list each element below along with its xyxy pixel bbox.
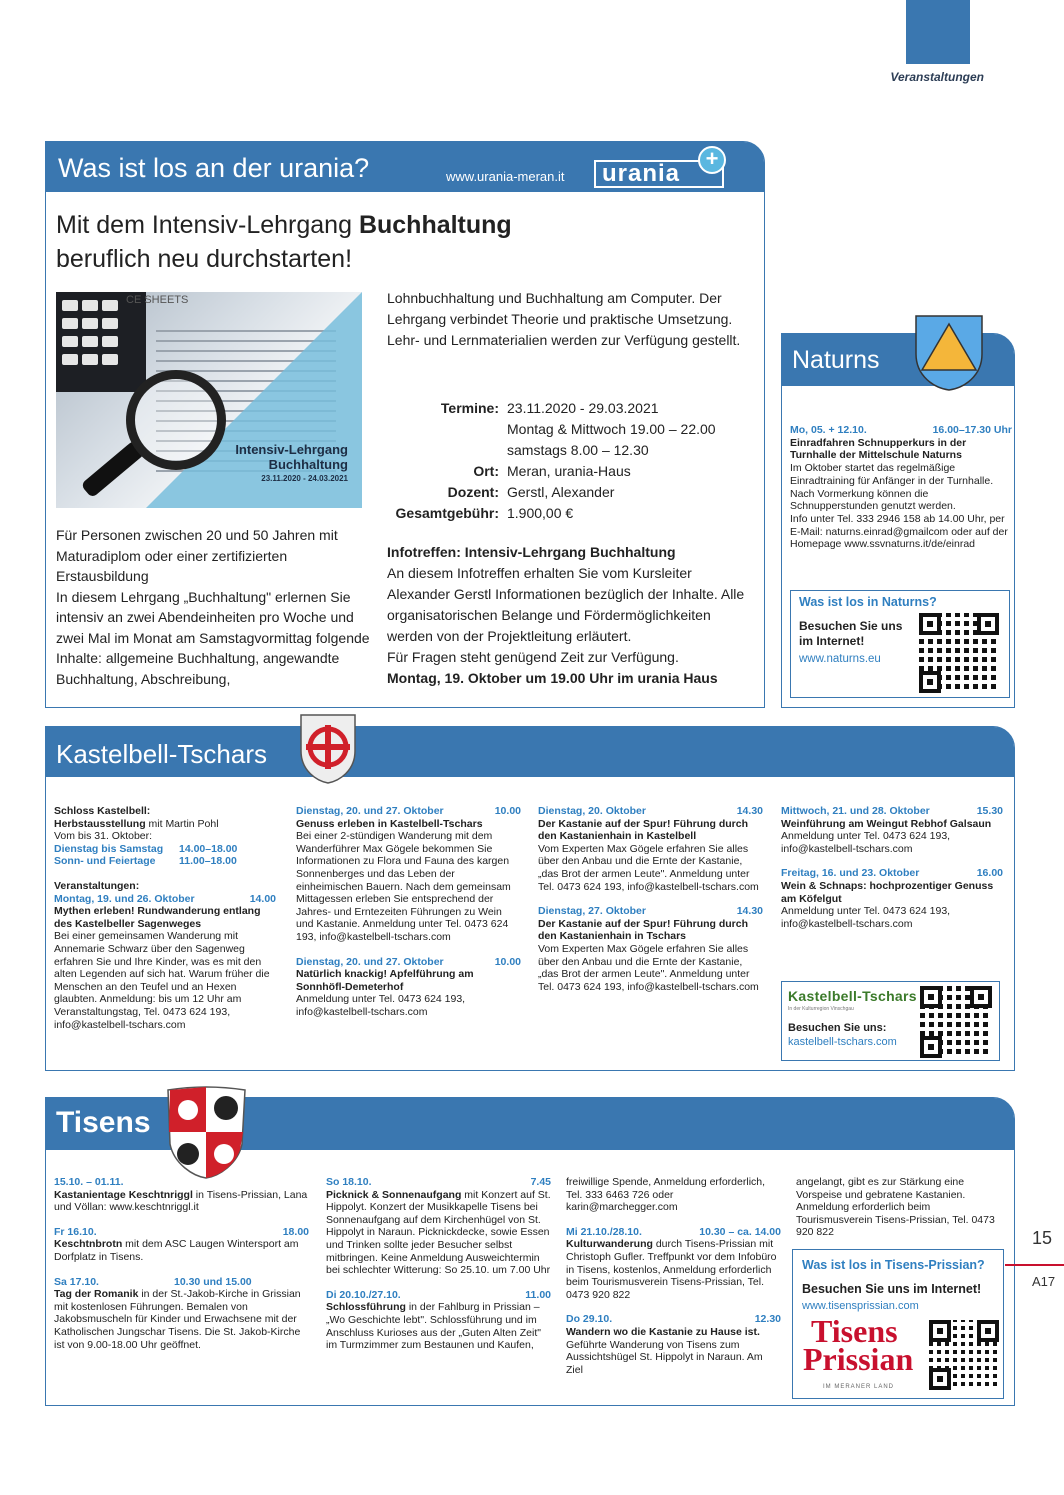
naturns-web-text: Besuchen Sie uns im Internet! [799, 619, 903, 648]
urania-right-text: Lohnbuchhaltung und Buchhaltung am Computer. Der Lehrgang verbindet Theorie und praktische Umsetzung. Lehr- und Lernmaterialien werden zur Verfügung gestellt. [387, 290, 741, 348]
urania-left-text: Für Personen zwischen 20 und 50 Jahren mit Maturadiplom oder einer zertifizierten Erstausbildung In diesem Lehrgang „Buchhaltung" erlernen Sie intensiv an zwei Abendeinheiten pro Woche und zwei Mal im Monat am Samstagvormittag folgende Inhalte: allgemeine Buchhaltung, angewandte Buchhaltung, Abschreibung, [56, 527, 370, 687]
photo-caption-dates: 23.11.2020 - 24.03.2021 [261, 474, 348, 483]
page-corner-tab [906, 0, 970, 64]
kastelbell-logo: Kastelbell-Tschars [788, 988, 917, 1004]
terms-row: Dozent: Gerstl, Alexander [447, 484, 615, 500]
tisens-column-2: So 18.10. 7.45 Picknick & Sonnenaufgang mit Konzert auf St. Hippolyt. Konzert der Musikkapelle Tisens bei Sonnenaufgang auf dem Kirchenhügel von St. Hippolyt in Naraun. Picknickdecke, sowie Essen und Trinken sollte jeder Besucher selbst mitbringen. Keine Anmeldung Ausweichtermin bei schlechter Witterung: So 25.10. um 7.00 Uhr Di 20.10./27.10. 11.00 Schlossführung in der Fahlburg in Prissian – „Wo Geschichte lebt". Schlossführung und im Anschluss Kurioses aus der „Guten Alten Zeit" im Turmzimmer zum Bestaunen und Kaufen, [326, 1176, 551, 1352]
kastelbell-column-2: Dienstag, 20. und 27. Oktober 10.00 Genuss erleben in Kastelbell-Tschars Bei einer 2-stündigen Wanderung mit dem Wanderführer Max Gögele bekommen Sie Informationen zu Flora und Fauna des kargen Sonnenberges und das Leben der einheimischen Bauern. Nach dem gemeinsam Mittagessen erleben Sie entsprechend der Jahres- und Erntezeiten Führungen zu Wein und Kastanie. Anmeldung unter Tel. 0473 624 193, info@kastelbell-tschars.com Dienstag, 20. und 27. Oktober 10.00 Natürlich knackig! Apfelführung am Sonnhöfl-Demeterhof Anmeldung unter Tel. 0473 624 193, info@kastelbell-tschars.com [296, 805, 521, 1018]
headline-part-1: Mit dem Intensiv-Lehrgang [56, 211, 359, 239]
naturns-event-title: Einradfahren Schnupperkurs in der Turnhalle der Mittelschule Naturns [790, 436, 967, 462]
kastelbell-web-text: Besuchen Sie uns: [788, 1022, 887, 1034]
page-number: 15 [1032, 1228, 1053, 1248]
headline-part-2: beruflich neu durchstarten! [56, 245, 353, 273]
kastelbell-web-link[interactable]: kastelbell-tschars.com [788, 1036, 897, 1048]
urania-headline [56, 208, 756, 276]
tisens-crest-icon [164, 1084, 249, 1180]
section-label: Veranstaltungen [890, 70, 984, 84]
qr-code-icon[interactable] [920, 986, 992, 1058]
kastelbell-title: Kastelbell-Tschars [56, 739, 267, 769]
terms-row: Ort: Meran, urania-Haus [473, 463, 631, 479]
kastelbell-web-box [781, 981, 1000, 1061]
urania-url[interactable]: www.urania-meran.it [446, 169, 565, 184]
kastelbell-crest-icon [299, 713, 357, 785]
kastelbell-column-1: Schloss Kastelbell: Herbstausstellung mit Martin Pohl Vom bis 31. Oktober: Dienstag bis Samstag 14.00–18.00 Sonn- und Feiertage 11.00–18.00 Veranstaltungen: Montag, 19. und 26. Oktober 14.00 Mythen erleben! Rundwanderung entlang des Kastelbeller Sagenweges Bei einer gemeinsamen Wanderung mit Annemarie Schwarz über den Sagenweg erfahren Sie und Ihre Kinder, was es mit den alten Legenden auf sich hat. Warum früher die Menschen an den Teufel und an Hexen glaubten. Anmeldung: bis um 12 Uhr am Veranstaltungstag, Tel. 0473 624 193, info@kastelbell-tschars.com [54, 805, 276, 1031]
tisens-logo-line-2: Prissian [803, 1341, 914, 1377]
naturns-event [790, 424, 1012, 551]
plus-icon: + [698, 146, 726, 174]
photo-caption [235, 442, 348, 483]
tisens-column-3: freiwillige Spende, Anmeldung erforderlich, Tel. 333 6463 726 oder karin@marchegger.com Mi 21.10./28.10. 10.30 – ca. 14.00 Kulturwanderung durch Tisens-Prissian mit Christoph Gufler. Treffpunkt vor dem Infobüro in Tisens, kostenlos, Anmeldung erforderlich beim Tourismusverein Tisens-Prissian, Tel. 0473 920 822 Do 29.10. 12.30 Wandern wo die Kastanie zu Hause ist. Geführte Wanderung von Tisens zum Aussichtshügel St. Hippolyt in Naraun. Am Ziel [566, 1176, 781, 1376]
terms-row: samstags 8.00 – 12.30 [507, 442, 649, 458]
tisens-column-1: 15.10. – 01.11. Kastanientage Keschtnriggl in Tisens-Prissian, Lana und Völlan: www.keschtnriggl.it Fr 16.10. 18.00 Keschtnbrotn mit dem ASC Laugen Wintersport am Dorfplatz in Tisens. Sa 17.10. 10.30 und 15.00 Tag der Romanik in der St.-Jakob-Kirche in Grissian mit kostenlosen Führungen. Bemalen von Jakobsmuscheln für Kinder und Erwachsene mit der Katholischen Jungschar Tisens. Die St. Jakob-Kirche ist von 9.00-18.00 Uhr geöffnet. [54, 1176, 309, 1351]
magnifier-icon [126, 370, 226, 470]
page-divider [1005, 1264, 1064, 1266]
course-terms [387, 398, 752, 524]
tisens-web-title: Was ist los in Tisens-Prissian? [802, 1258, 985, 1272]
kastelbell-header [46, 727, 1014, 777]
urania-box [45, 141, 765, 708]
photo-caption-line-2: Buchhaltung [268, 457, 348, 472]
terms-row: Gesamtgebühr: 1.900,00 € [395, 505, 574, 521]
photo-sheet-title: CE SHEETS [126, 294, 189, 306]
naturns-event-text: Im Oktober startet das regelmäßige Einradtraining für Anfänger in der Turnhalle. Nach Vormerkung können die Schnupperstunden genutzt werden. Info unter Tel. 333 2946 158 ab 14.00 Uhr, per E-Mail: naturns.einrad@gmailcom oder auf der Homepage www.ssvnaturns.it/de/einrad [790, 462, 1008, 551]
tisens-logo-line-1: Tisens [811, 1313, 898, 1349]
naturns-title: Naturns [792, 346, 880, 374]
headline-bold: Buchhaltung [358, 211, 512, 239]
qr-code-icon[interactable] [929, 1320, 999, 1390]
kastelbell-column-3: Dienstag, 20. Oktober 14.30 Der Kastanie auf der Spur! Führung durch den Kastanienhain in Kastelbell Vom Experten Max Gögele erfahren Sie alles über den Anbau und die Ernte der Kastanie, „das Brot der armen Leute". Anmeldung unter Tel. 0473 624 193, info@kastelbell-tschars.com Dienstag, 27. Oktober 14.30 Der Kastanie auf der Spur! Führung durch den Kastanienhain in Tschars Vom Experten Max Gögele erfahren Sie alles über den Anbau und die Ernte der Kastanie, „das Brot der armen Leute". Anmeldung unter Tel. 0473 624 193, info@kastelbell-tschars.com [538, 805, 763, 993]
info-title: Infotreffen: Intensiv-Lehrgang Buchhaltung [387, 544, 676, 560]
naturns-box [781, 333, 1015, 708]
naturns-web-box [790, 590, 1010, 698]
kastelbell-column-4: Mittwoch, 21. und 28. Oktober 15.30 Weinführung am Weingut Rebhof Galsaun Anmeldung unter Tel. 0473 624 193, info@kastelbell-tschars.com Freitag, 16. und 23. Oktober 16.00 Wein & Schnaps: hochprozentiger Genuss am Köfelgut Anmeldung unter Tel. 0473 624 193, info@kastelbell-tschars.com [781, 805, 1003, 930]
info-date: Montag, 19. Oktober um 19.00 Uhr im urania Haus [387, 670, 718, 686]
urania-header [46, 142, 764, 192]
tisens-web-link[interactable]: www.tisensprissian.com [802, 1300, 919, 1312]
tisens-title: Tisens [56, 1106, 151, 1139]
qr-code-icon[interactable] [919, 613, 999, 693]
tisens-web-box [792, 1249, 1004, 1399]
tisens-web-text: Besuchen Sie uns im Internet! [802, 1282, 982, 1296]
info-meeting [387, 542, 757, 689]
terms-row: Termine: 23.11.2020 - 29.03.2021 [440, 400, 659, 416]
page-code: A17 [1032, 1274, 1056, 1289]
naturns-event-date: Mo, 05. + 12.10. 16.00–17.30 Uhr [790, 424, 1012, 436]
urania-logo-text: urania [602, 160, 681, 187]
info-text: An diesem Infotreffen erhalten Sie vom Kursleiter Alexander Gerstl Informationen bezüglich der Inhalte. Alle organisatorischen Belange und Fördermöglichkeiten werden von der Projektleitung erläutert. Für Fragen steht genügend Zeit zur Verfügung. [387, 565, 745, 665]
tisens-logo-subtitle: IM MERANER LAND [823, 1384, 895, 1390]
course-photo [56, 292, 362, 508]
kastelbell-box [45, 726, 1015, 1071]
photo-caption-line-1: Intensiv-Lehrgang [235, 442, 348, 457]
naturns-web-link[interactable]: www.naturns.eu [799, 653, 881, 665]
terms-row: Montag & Mittwoch 19.00 – 22.00 [507, 421, 716, 437]
tisens-box [45, 1097, 1015, 1406]
urania-title: Was ist los an der urania? [58, 153, 370, 183]
tisens-column-4: angelangt, gibt es zur Stärkung eine Vorspeise und gebratene Kastanien. Anmeldung erforderlich beim Tourismusverein Tisens-Prissian, Tel. 0473 920 822 [796, 1176, 995, 1239]
naturns-web-title: Was ist los in Naturns? [799, 595, 937, 609]
kastelbell-logo-sub: In der Kulturregion Vinschgau [788, 1006, 854, 1012]
naturns-crest-icon [914, 314, 984, 392]
